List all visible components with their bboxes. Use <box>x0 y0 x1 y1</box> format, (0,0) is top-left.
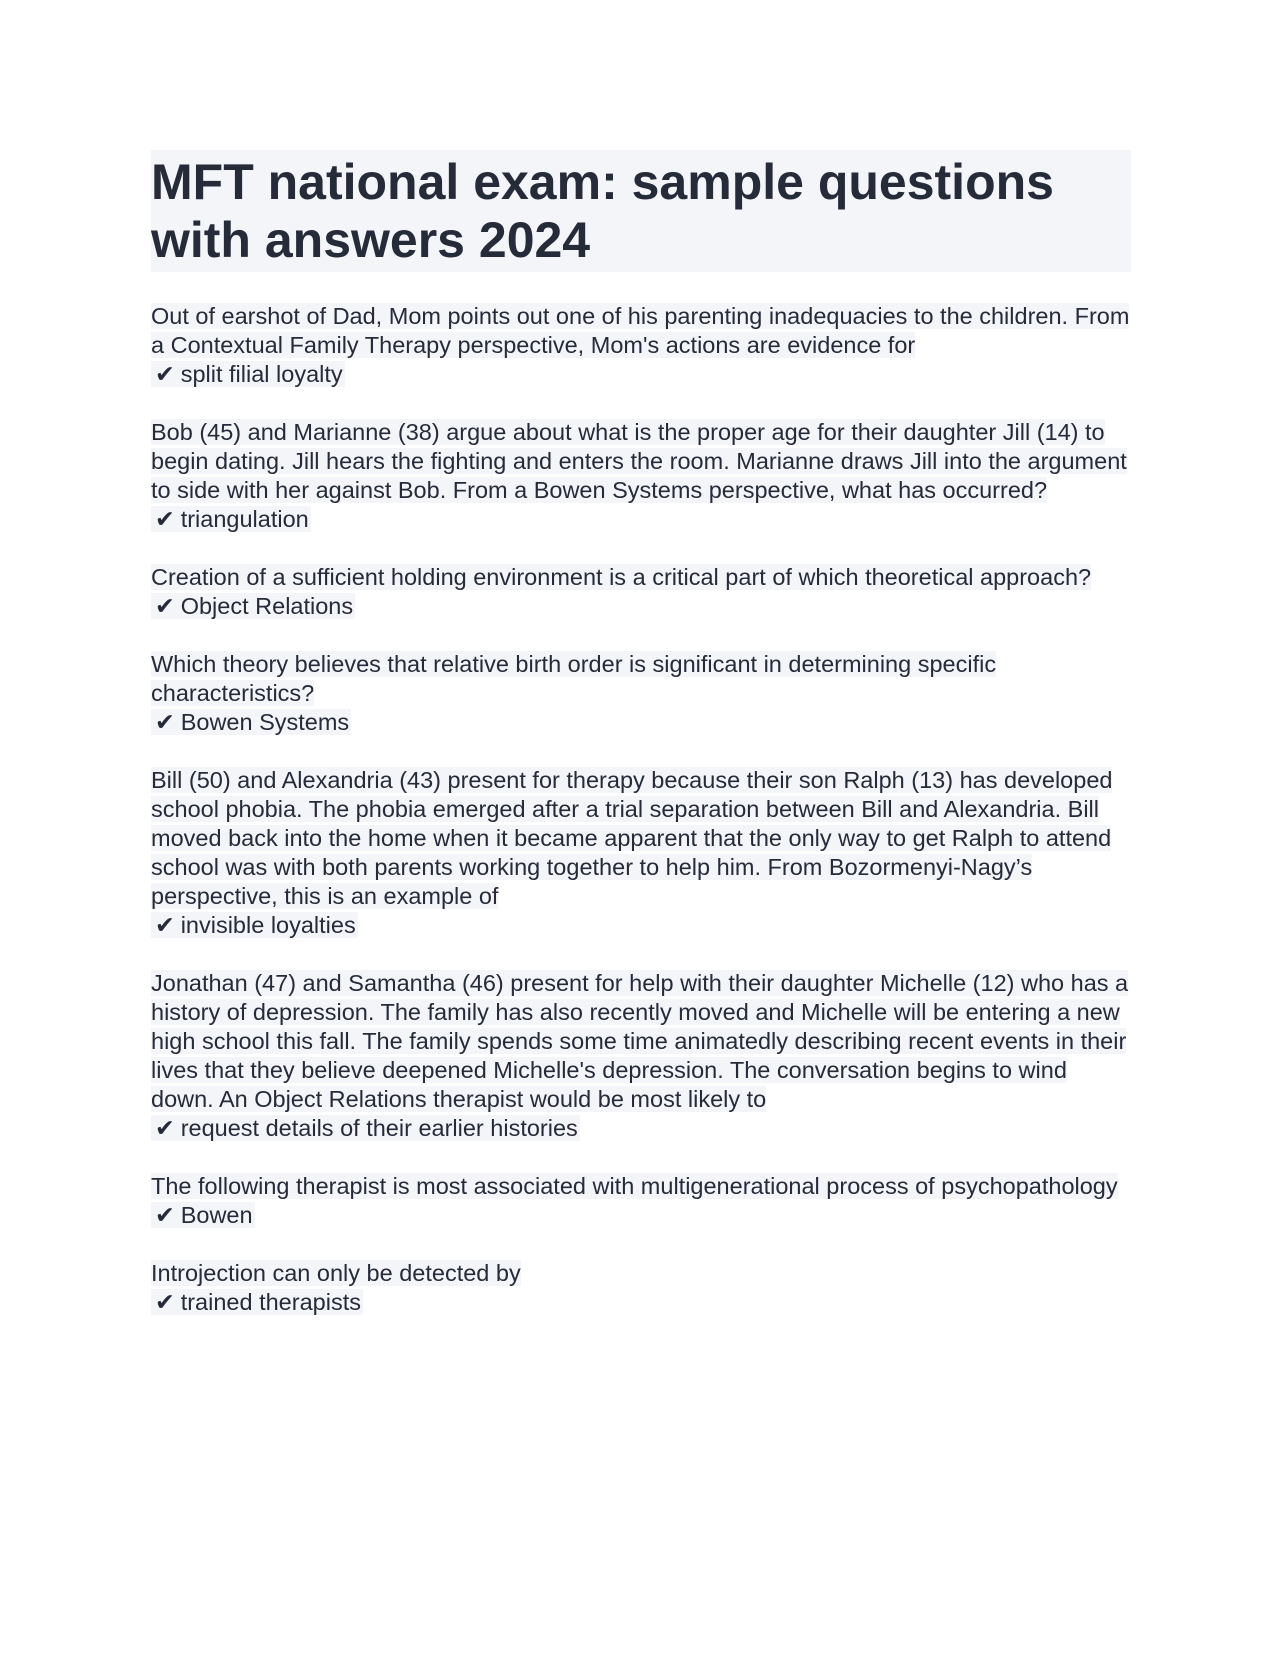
checkmark-icon: ✔ <box>155 1289 175 1315</box>
answer-text: ✔ trained therapists <box>151 1288 1131 1317</box>
question-text: Bill (50) and Alexandria (43) present for therapy because their son Ralph (13) has developed school phobia. The phobia emerged after a trial separation between Bill and Alexandria. Bill moved back into the home when it became apparent that the only way to get Ralph to attend school was with both parents working together to help him. From Bozormenyi-Nagy’s perspective, this is an example of <box>151 767 1113 909</box>
checkmark-icon: ✔ <box>155 593 175 619</box>
question-text: Introjection can only be detected by <box>151 1260 521 1286</box>
qa-item <box>151 418 1131 534</box>
answer-text: ✔ Bowen <box>151 1201 1131 1230</box>
answer-text: ✔ invisible loyalties <box>151 911 1131 940</box>
qa-item <box>151 650 1131 737</box>
answer-text: ✔ split filial loyalty <box>151 360 1131 389</box>
qa-item <box>151 969 1131 1143</box>
checkmark-icon: ✔ <box>155 1202 175 1228</box>
answer-text: ✔ request details of their earlier histories <box>151 1114 1131 1143</box>
checkmark-icon: ✔ <box>155 1115 175 1141</box>
qa-item <box>151 302 1131 389</box>
question-text: The following therapist is most associated with multigenerational process of psychopathology <box>151 1173 1118 1199</box>
checkmark-icon: ✔ <box>155 361 175 387</box>
document-page <box>151 150 1131 1346</box>
qa-item <box>151 563 1131 621</box>
question-text: Which theory believes that relative birth order is significant in determining specific characteristics? <box>151 651 997 706</box>
question-text: Creation of a sufficient holding environment is a critical part of which theoretical approach? <box>151 564 1092 590</box>
question-text: Jonathan (47) and Samantha (46) present for help with their daughter Michelle (12) who has a history of depression. The family has also recently moved and Michelle will be entering a new high school this fall. The family spends some time animatedly describing recent events in their lives that they believe deepened Michelle's depression. The conversation begins to wind down. An Object Relations therapist would be most likely to <box>151 970 1129 1112</box>
checkmark-icon: ✔ <box>155 912 175 938</box>
answer-text: ✔ triangulation <box>151 505 1131 534</box>
qa-item <box>151 1259 1131 1317</box>
question-text: Out of earshot of Dad, Mom points out one of his parenting inadequacies to the children. From a Contextual Family Therapy perspective, Mom's actions are evidence for <box>151 303 1130 358</box>
answer-text: ✔ Object Relations <box>151 592 1131 621</box>
checkmark-icon: ✔ <box>155 709 175 735</box>
answer-text: ✔ Bowen Systems <box>151 708 1131 737</box>
qa-item <box>151 1172 1131 1230</box>
page-title: MFT national exam: sample questions with answers 2024 <box>151 150 1131 272</box>
checkmark-icon: ✔ <box>155 506 175 532</box>
question-text: Bob (45) and Marianne (38) argue about what is the proper age for their daughter Jill (14) to begin dating. Jill hears the fighting and enters the room. Marianne draws Jill into the argument to side with her against Bob. From a Bowen Systems perspective, what has occurred? <box>151 419 1127 503</box>
qa-item <box>151 766 1131 940</box>
qa-list <box>151 302 1131 1317</box>
